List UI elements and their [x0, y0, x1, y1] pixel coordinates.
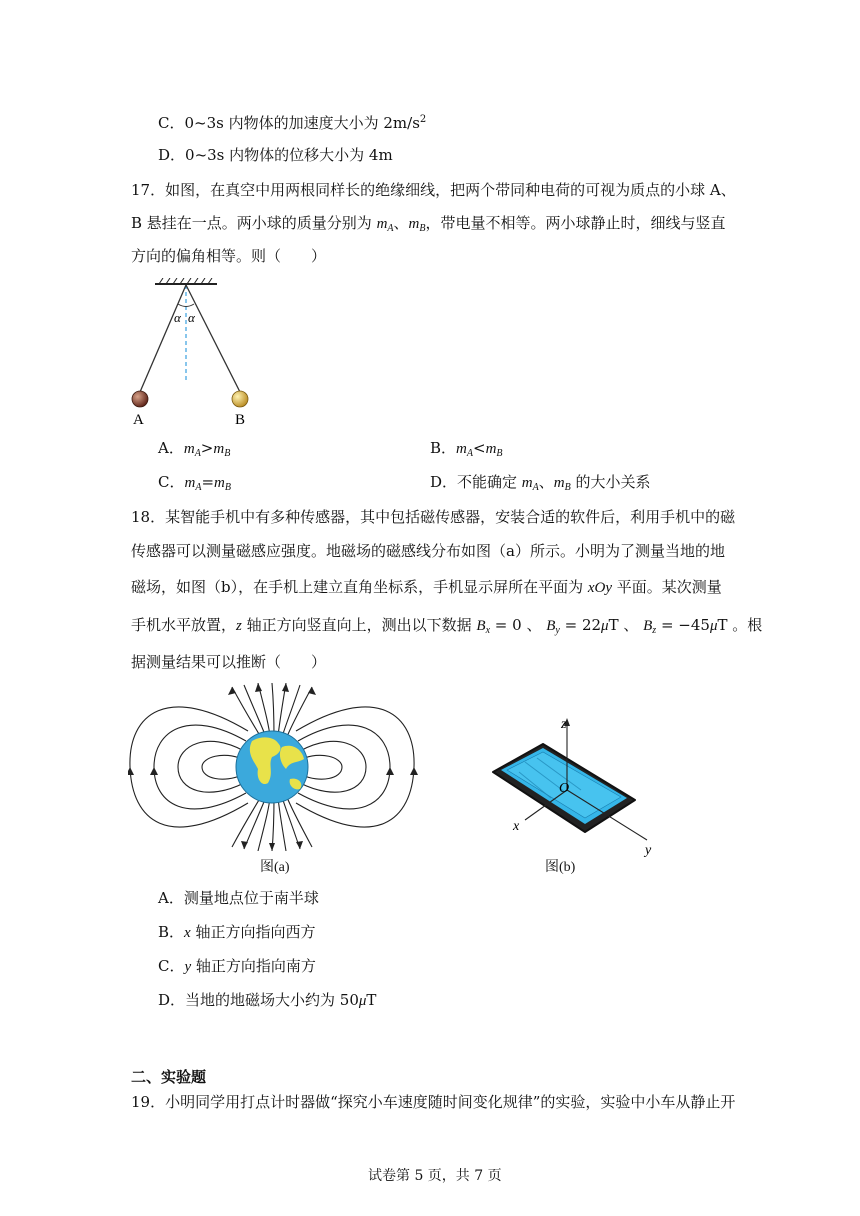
q19-stem: 19．小明同学用打点计时器做“探究小车速度随时间变化规律”的实验，实验中小车从静止开	[131, 1093, 736, 1111]
q17-option-a: A．$m_A>m_B$	[158, 439, 231, 459]
figure-b-caption: 图(b)	[545, 860, 576, 875]
alpha-left-label: α	[174, 310, 181, 325]
q18-option-a: A．测量地点位于南半球	[158, 889, 319, 907]
ball-b	[232, 391, 248, 407]
figure-a-caption: 图(a)	[260, 860, 290, 875]
alpha-right-label: α	[188, 310, 195, 325]
q18-stem-line1: 18．某智能手机中有多种传感器，其中包括磁传感器，安装合适的软件后，利用手机中的磁	[131, 508, 736, 526]
q18-option-b: B．x 轴正方向指向西方	[158, 923, 316, 941]
q17-option-b: B．$m_A<m_B$	[430, 439, 503, 459]
q18-option-d: D．当地的地磁场大小约为 50μT	[158, 991, 377, 1009]
q17-option-c: C．$m_A=m_B$	[158, 473, 231, 493]
q17-stem-line2: B 悬挂在一点。两小球的质量分别为 $m_A$、$m_B$，带电量不相等。两小球静止时，细线与竖直	[131, 214, 726, 234]
phone-axes-figure	[485, 712, 675, 857]
earth-magnetic-field-figure	[128, 683, 418, 851]
q16-option-c: C．0~3s 内物体的加速度大小为 $2m/s^2$	[158, 114, 427, 132]
q18-stem-line5: 据测量结果可以推断（ ）	[131, 653, 327, 671]
q17-stem-line1: 17．如图，在真空中用两根同样长的绝缘细线，把两个带同种电荷的可视为质点的小球 A、	[131, 181, 736, 199]
x-axis-label: x	[513, 819, 520, 834]
z-axis-label: z	[561, 717, 567, 732]
q17-stem-line3: 方向的偏角相等。则（ ）	[131, 247, 327, 265]
q17-option-d: D．不能确定 $m_A$、$m_B$ 的大小关系	[430, 473, 651, 493]
q18-stem-line3: 磁场，如图（b），在手机上建立直角坐标系，手机显示屏所在平面为 xOy 平面。某次测量	[131, 578, 722, 596]
origin-label: O	[559, 781, 570, 796]
q18-stem-line2: 传感器可以测量磁感应强度。地磁场的磁感线分布如图（a）所示。小明为了测量当地的地	[131, 542, 725, 560]
section-title: 二、实验题	[131, 1068, 207, 1086]
q18-stem-line4: 手机水平放置，z 轴正方向竖直向上，测出以下数据 $B_x = 0$ 、 $B_y = 22\mu T$ 、 $B_z = -45\mu T$ 。根	[131, 616, 763, 636]
page-footer: 试卷第 5 页，共 7 页	[368, 1168, 502, 1184]
q17-pendulum-figure	[125, 278, 265, 428]
ball-b-label: B	[235, 412, 246, 428]
q16-option-d: D．0~3s 内物体的位移大小为 4m	[158, 146, 393, 164]
ball-a-label: A	[133, 412, 144, 428]
ball-a	[132, 391, 148, 407]
q18-option-c: C．y 轴正方向指向南方	[158, 957, 316, 975]
y-axis-label: y	[645, 843, 652, 857]
